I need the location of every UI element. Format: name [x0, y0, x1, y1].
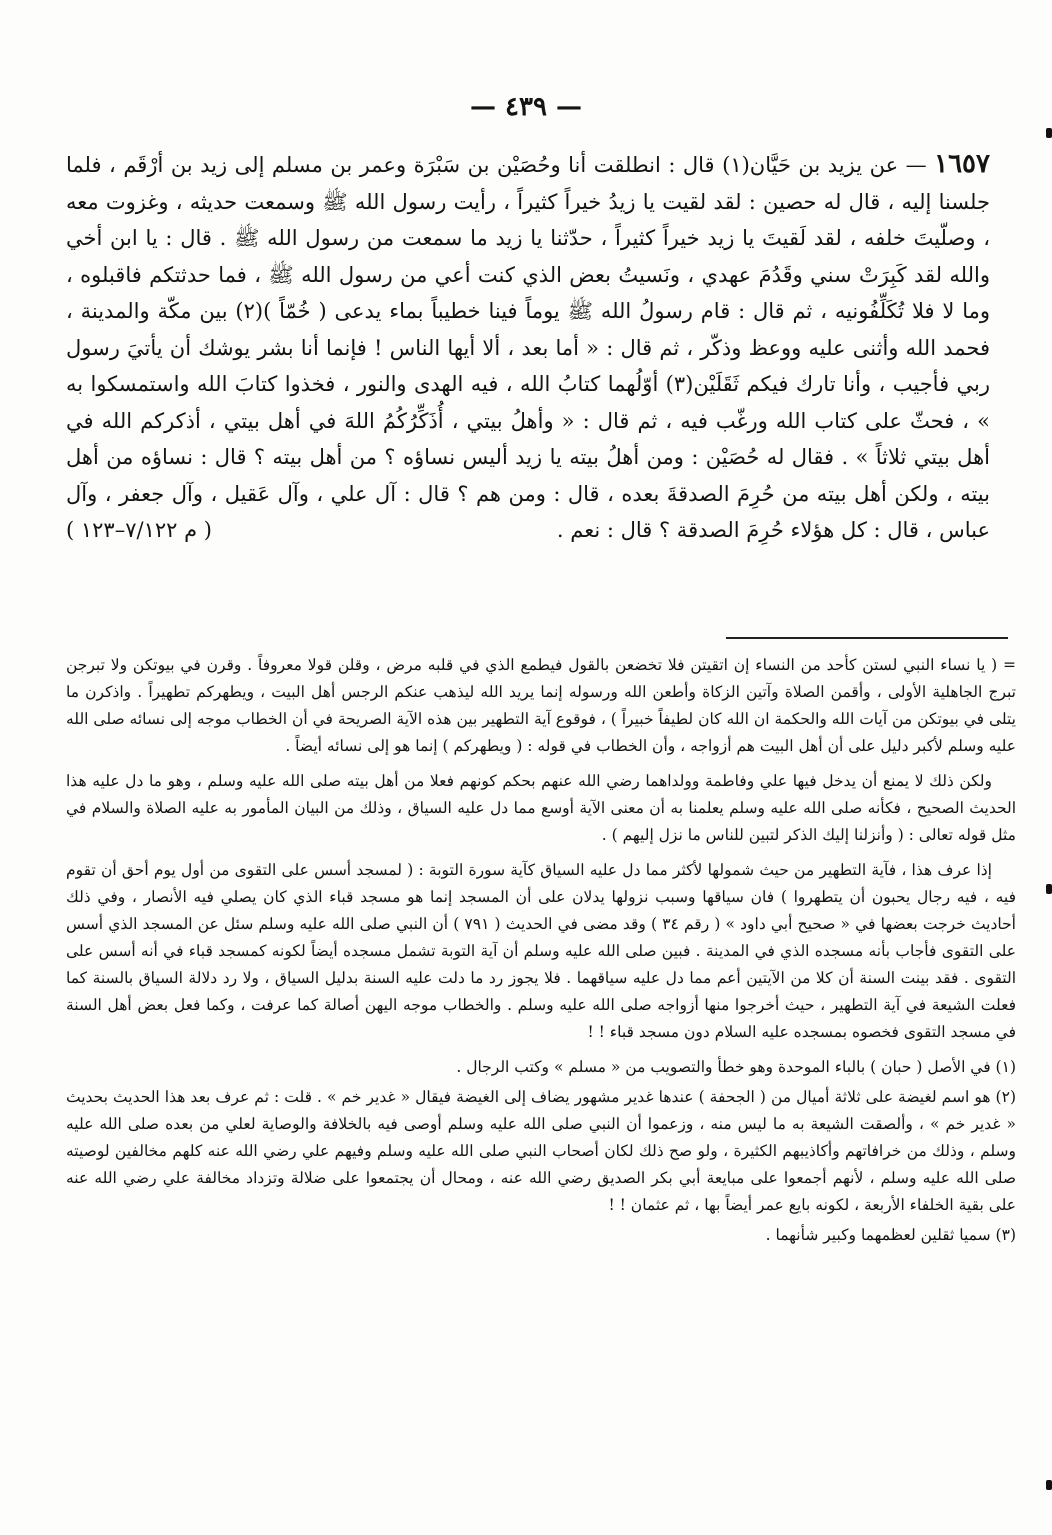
hadith-body: — عن يزيد بن حَيَّان(١) قال : انطلقت أنا وحُصَيْن بن سَبْرَة وعمر بن مسلم إلى زيد بن أرْقَم ، فلما جلسنا إليه ، قال له حصين : لقد لقيت يا زيدُ خيراً كثيراً ، رأيت رسول الله ﷺ وسمعت حديثه ، وغزوت معه ، وصلّيتَ خلفه ، لقد لَقيتَ يا زيد خيراً كثيراً ، حدّثنا يا زيد ما سمعت من رسول الله ﷺ . قال : يا ابن أخي والله لقد كَبِرَتْ سني وقَدُمَ عهدي ، ونَسيتُ بعض الذي كنت أعي من رسول الله ﷺ ، فما حدثتكم فاقبلوه ، وما لا فلا تُكَلِّفُونيه ، ثم قال : قام رسولُ الله ﷺ يوماً فينا خطيباً بماء يدعى ( خُمّاً )(٢) بين مكّة والمدينة ، فحمد الله وأثنى عليه ووعظ وذكّر ، ثم قال : « أما بعد ، ألا أيها الناس ! فإنما أنا بشر يوشك أن يأتيَ رسول ربي فأجيب ، وأنا تارك فيكم ثَقَلَيْن(٣) أوّلُهما كتابُ الله ، فيه الهدى والنور ، فخذوا كتابَ الله واستمسكوا به » ، فحثّ على كتاب الله ورغّب فيه ، ثم قال : « وأهلُ بيتي ، أُذَكِّرُكُمُ اللهَ في أهل بيتي ، أذكركم الله في أهل بيتي ثلاثاً » . فقال له حُصَيْن : ومن أهلُ بيته يا زيد أليس نساؤه ؟ من أهل بيته ؟ قال : نساؤه من أهل بيته ، ولكن أهل بيته من حُرِمَ الصدقةَ بعده ، قال : ومن هم ؟ قال : آل علي ، وآل عَقيل ، وآل جعفر ، وآل عباس ، قال : كل هؤلاء حُرِمَ الصدقة ؟ قال : نعم . [66, 153, 990, 542]
scan-edge-mark [1046, 1480, 1052, 1490]
scan-edge-mark [1046, 128, 1052, 138]
hadith-reference: ( م ٧/١٢٢–١٢٣ ) [66, 518, 212, 542]
footnote-divider [726, 637, 1008, 639]
hadith-text [66, 146, 990, 549]
page-number: — ٤٣٩ — [469, 92, 583, 122]
footnotes [66, 652, 1016, 1252]
note-paragraph: ولكن ذلك لا يمنع أن يدخل فيها علي وفاطمة وولداهما رضي الله عنهم بحكم كونهم فعلا من أهل بيته صلى الله عليه وسلم ، وهو ما دل عليه هذا الحديث الصحيح ، فكأنه صلى الله عليه وسلم يعلمنا به أن معنى الآية أوسع مما دل عليه السياق ، وذلك من البيان المأمور به عليه الصلاة والسلام في مثل قوله تعالى : ( وأنزلنا إليك الذكر لتبين للناس ما نزل إليهم ) . [66, 772, 1016, 844]
footnote-3: (٣) سميا ثقلين لعظمهما وكبير شأنهما . [765, 1226, 1016, 1244]
note-paragraph: إذا عرف هذا ، فآية التطهير من حيث شمولها لأكثر مما دل عليه السياق كآية سورة التوبة : ( لمسجد أسس على التقوى من أول يوم أحق أن تقوم فيه ، فيه رجال يحبون أن يتطهروا ) فان سياقها وسبب نزولها يدلان على أن المسجد إنما هو مسجد قباء الذي كان يصلي فيه الأنصار ، وفي ذلك أحاديث خرجت بعضها في « صحيح أبي داود » ( رقم ٣٤ ) وقد مضى في الحديث ( ٧٩١ ) أن النبي صلى الله عليه وسلم سئل عن المسجد الذي أسس على التقوى فأجاب بأنه مسجده الذي في المدينة . فبين صلى الله عليه وسلم أن آية التوبة تشمل مسجده أيضاً لكونه كمسجد قباء في أنه أسس على التقوى . فقد بينت السنة أن كلا من الآيتين أعم مما دل عليه سياقهما . فلا يجوز رد ما دلت عليه السنة بدليل السياق ، ولا رد دلالة السياق بالسنة كما فعلت الشيعة في آية التطهير ، حيث أخرجوا منها أزواجه صلى الله عليه وسلم . والخطاب موجه اليهن أصالة كما عرفت ، وكما فعل بعض أهل السنة في مسجد التقوى فخصوه بمسجده عليه السلام دون مسجد قباء ! ! [66, 861, 1016, 1041]
footnote-1: (١) في الأصل ( حبان ) بالباء الموحدة وهو خطأ والتصويب من « مسلم » وكتب الرجال . [456, 1058, 1016, 1076]
footnote-2: (٢) هو اسم لغيضة على ثلاثة أميال من ( الجحفة ) عندها غدير مشهور يضاف إلى الغيضة فيقال « غدير خم » . قلت : ثم عرف بعد هذا الحديث بحديث « غدير خم » ، وألصقت الشيعة به ما ليس منه ، وزعموا أن النبي صلى الله عليه وسلم أوصى فيه بالخلافة والوصاية لعلي من بعده صلى الله عليه وسلم ، وذلك من خرافاتهم وأكاذيبهم الكثيرة ، ولو صح ذلك لكان أصحاب النبي صلى الله عليه وسلم وفيهم علي رضي الله عنه كلهم مخالفين لوصيته صلى الله عليه وسلم ، لأنهم أجمعوا على مبايعة أبي بكر الصديق رضي الله عنه ، ومحال أن يجتمعوا على ضلالة وتزداد مخالفة علي رضي الله عنه على بقية الخلفاء الأربعة ، لكونه بايع عمر أيضاً بها ، ثم عثمان ! ! [66, 1088, 1016, 1214]
scan-edge-mark [1046, 884, 1052, 894]
hadith-number: ١٦٥٧ [934, 149, 990, 179]
note-continuation: = ( يا نساء النبي لستن كأحد من النساء إن اتقيتن فلا تخضعن بالقول فيطمع الذي في قلبه مرض ، وقلن قولا معروفاً . وقرن في بيوتكن ولا تبرجن تبرج الجاهلية الأولى ، وأقمن الصلاة وآتين الزكاة وأطعن الله ورسوله إنما يريد الله ليذهب عنكم الرجس أهل البيت ، ويطهركم تطهيراً . واذكرن ما يتلى في بيوتكن من آيات الله والحكمة ان الله كان لطيفاً خبيراً ) ، فوقوع آية التطهير بين هذه الآية الصريحة في أن الخطاب موجه إلى نسائه صلى الله عليه وسلم لأكبر دليل على أن أهل البيت هم أزواجه ، وأن الخطاب في قوله : ( ويطهركم ) إنما هو إلى نسائه أيضاً . [66, 656, 1016, 755]
